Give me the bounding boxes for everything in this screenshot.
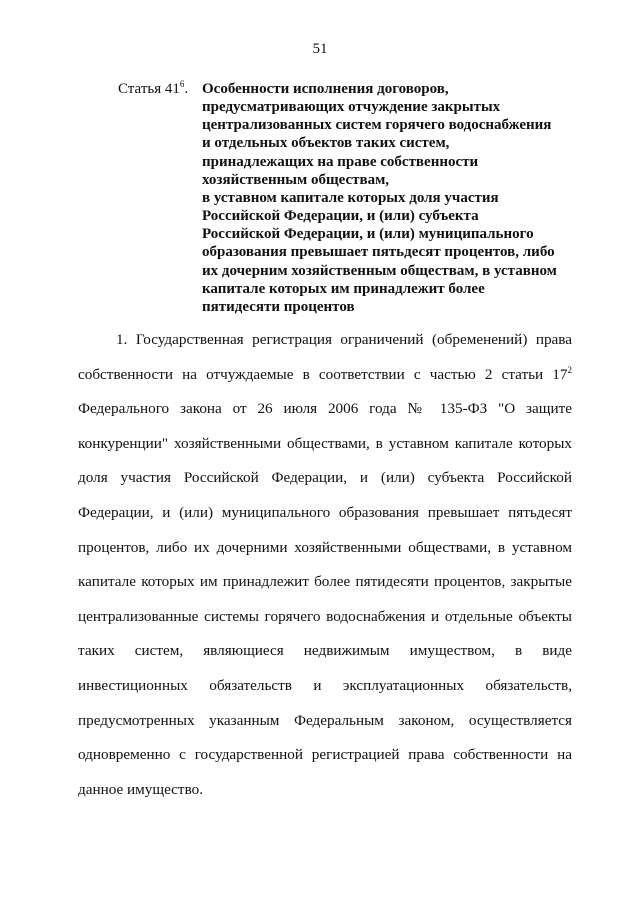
article-title-line: Российской Федерации, и (или) субъекта [202, 208, 479, 225]
body-line: таких систем, являющиеся недвижимым имуществом, в виде [78, 642, 572, 660]
article-title-line: пятидесяти процентов [202, 298, 355, 315]
body-line: доля участия Российской Федерации, и (или) субъекта Российской [78, 469, 572, 487]
article-label-suffix: . [184, 81, 189, 97]
body-line: процентов, либо их дочерними хозяйственными обществами, в уставном [78, 538, 572, 556]
article-label-text: Статья 41 [118, 81, 180, 97]
article-title-line: Особенности исполнения договоров, [202, 81, 449, 97]
body-line: капитале которых им принадлежит более пятидесяти процентов, закрытые [78, 573, 572, 591]
body-line: 1. Государственная регистрация ограничений (обременений) права [116, 331, 572, 348]
article-body-paragraph [78, 323, 572, 807]
body-line: конкуренции" хозяйственными обществами, в уставном капитале которых [78, 434, 572, 452]
article-title-line: в уставном капитале которых доля участия [202, 189, 499, 206]
article-title-line: централизованных систем горячего водоснабжения [202, 117, 552, 134]
article-title-line: принадлежащих на праве собственности [202, 153, 479, 170]
article-label-superscript: 6 [179, 79, 185, 89]
body-line: одновременно с государственной регистрацией права собственности на [78, 746, 572, 764]
body-line: Федерации, и (или) муниципального образования превышает пятьдесят [78, 503, 572, 521]
page-number: 51 [312, 41, 328, 57]
body-line-superscript: 2 [567, 364, 572, 375]
article-title-line: предусматривающих отчуждение закрытых [202, 99, 501, 116]
article-title-line: образования превышает пятьдесят процентов, либо [202, 244, 555, 261]
body-line: инвестиционных обязательств и эксплуатационных обязательств, [78, 676, 572, 694]
article-title-line: капитале которых им принадлежит более [202, 280, 485, 297]
article-title-line: Российской Федерации, и (или) муниципального [202, 226, 534, 243]
body-line: предусмотренных указанным Федеральным законом, осуществляется [78, 711, 572, 729]
article-title-line: хозяйственным обществам, [202, 171, 390, 188]
article-title [202, 80, 582, 316]
article-title-line: и отдельных объектов таких систем, [202, 135, 450, 152]
body-line-text: собственности на отчуждаемые в соответствии с частью 2 статьи 17 [78, 365, 568, 383]
article-label [118, 80, 188, 98]
body-line [78, 358, 572, 393]
body-line: данное имущество. [78, 780, 204, 798]
body-line: Федерального закона от 26 июля 2006 года № 135-ФЗ "О защите [78, 400, 572, 418]
article-title-line: их дочерним хозяйственным обществам, в уставном [202, 262, 557, 279]
body-line: централизованные системы горячего водоснабжения и отдельные объекты [78, 607, 572, 625]
